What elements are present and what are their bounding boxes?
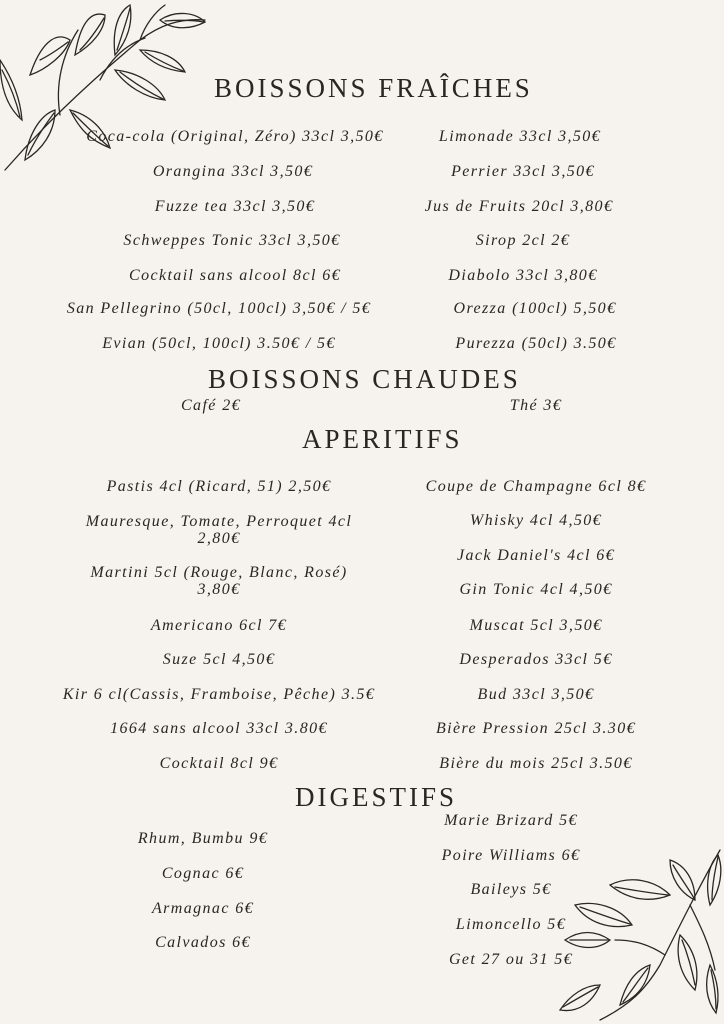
menu-item: Whisky 4cl 4,50€ xyxy=(469,512,603,529)
section-title-boissons-chaudes: BOISSONS CHAUDES xyxy=(208,364,521,394)
menu-item: Café 2€ xyxy=(180,397,242,414)
menu-item: Get 27 ou 31 5€ xyxy=(448,951,574,968)
menu-item: Jack Daniel's 4cl 6€ xyxy=(456,547,616,564)
menu-item: Limoncello 5€ xyxy=(455,916,567,933)
section-title-aperitifs: APERITIFS xyxy=(302,424,463,454)
menu-item: 1664 sans alcool 33cl 3.80€ xyxy=(110,720,328,737)
menu-item: Mauresque, Tomate, Perroquet 4cl 2,80€ xyxy=(85,513,353,547)
menu-item: Baileys 5€ xyxy=(470,881,552,898)
leaf-branch-top-left-icon xyxy=(0,0,215,175)
menu-item: Cocktail sans alcool 8cl 6€ xyxy=(128,267,342,284)
menu-item: Coupe de Champagne 6cl 8€ xyxy=(425,478,647,495)
menu-item: Rhum, Bumbu 9€ xyxy=(137,830,269,847)
section-title-boissons-fraiches: BOISSONS FRAÎCHES xyxy=(214,73,533,103)
menu-item: Orangina 33cl 3,50€ xyxy=(152,163,314,180)
menu-item: Fuzze tea 33cl 3,50€ xyxy=(154,198,316,215)
menu-item: Calvados 6€ xyxy=(155,934,251,951)
menu-item: Bud 33cl 3,50€ xyxy=(477,686,595,703)
menu-item: Orezza (100cl) 5,50€ xyxy=(453,300,617,317)
menu-item: Americano 6cl 7€ xyxy=(150,617,288,634)
menu-item: Purezza (50cl) 3.50€ xyxy=(455,335,617,352)
menu-item: Bière Pression 25cl 3.30€ xyxy=(435,720,637,737)
menu-item: Coca-cola (Original, Zéro) 33cl 3,50€ xyxy=(86,128,384,145)
menu-item: Marie Brizard 5€ xyxy=(444,812,578,829)
menu-item: Desperados 33cl 5€ xyxy=(459,651,613,668)
menu-item: Pastis 4cl (Ricard, 51) 2,50€ xyxy=(106,478,332,495)
menu-item: Suze 5cl 4,50€ xyxy=(162,651,276,668)
menu-item: Evian (50cl, 100cl) 3.50€ / 5€ xyxy=(102,335,336,352)
menu-item: Schweppes Tonic 33cl 3,50€ xyxy=(123,232,341,249)
menu-item: Thé 3€ xyxy=(509,397,563,414)
menu-item: Jus de Fruits 20cl 3,80€ xyxy=(424,198,614,215)
menu-item: Perrier 33cl 3,50€ xyxy=(451,163,595,180)
menu-item: Kir 6 cl(Cassis, Framboise, Pêche) 3.5€ xyxy=(62,686,376,703)
menu-item: San Pellegrino (50cl, 100cl) 3,50€ / 5€ xyxy=(66,300,372,317)
menu-item: Limonade 33cl 3,50€ xyxy=(438,128,602,145)
menu-item: Bière du mois 25cl 3.50€ xyxy=(439,755,633,772)
menu-item: Muscat 5cl 3,50€ xyxy=(469,617,603,634)
menu-item: Martini 5cl (Rouge, Blanc, Rosé) 3,80€ xyxy=(90,564,348,598)
section-title-digestifs: DIGESTIFS xyxy=(295,782,458,812)
menu-item: Armagnac 6€ xyxy=(151,900,255,917)
menu-item: Cognac 6€ xyxy=(161,865,245,882)
menu-item: Diabolo 33cl 3,80€ xyxy=(448,267,598,284)
menu-item: Poire Williams 6€ xyxy=(441,847,581,864)
menu-item: Gin Tonic 4cl 4,50€ xyxy=(459,581,613,598)
leaf-branch-bottom-right-icon xyxy=(540,845,724,1024)
menu-item: Cocktail 8cl 9€ xyxy=(159,755,279,772)
menu-item: Sirop 2cl 2€ xyxy=(475,232,571,249)
